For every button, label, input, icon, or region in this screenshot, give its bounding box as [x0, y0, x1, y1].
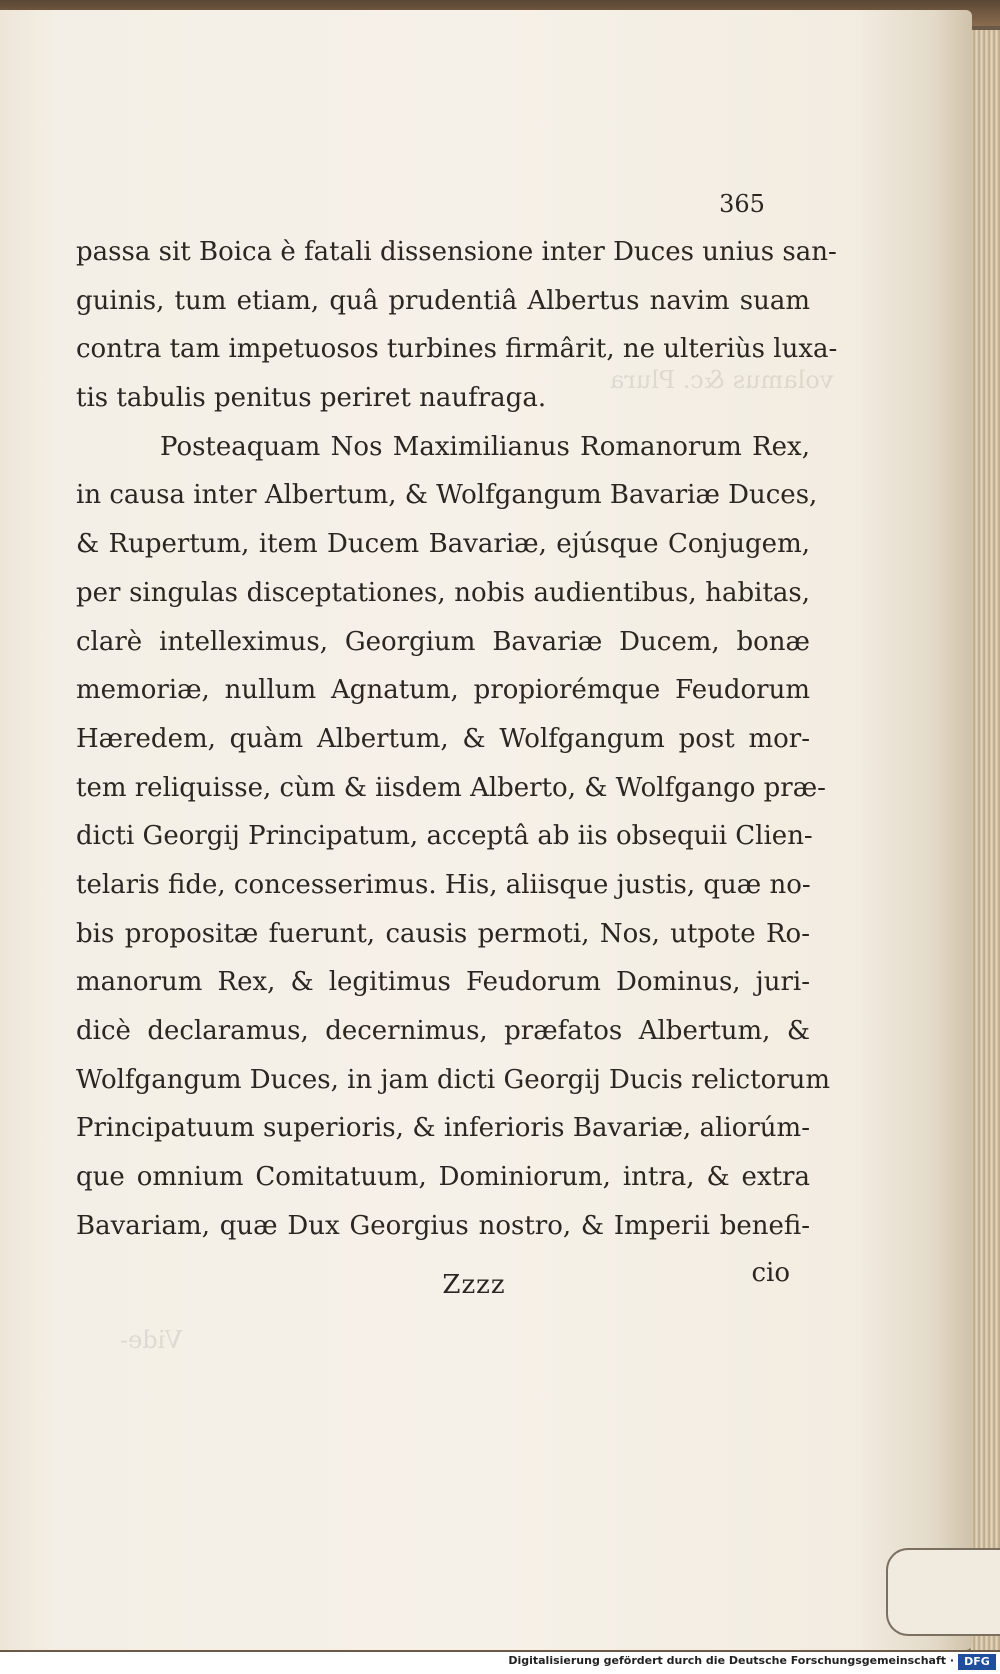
- text-line: dicè declaramus, decernimus, præfatos Albertum, &: [76, 1016, 810, 1046]
- text-line: Bavariam, quæ Dux Georgius nostro, & Imperii benefi-: [76, 1210, 810, 1241]
- dfg-logo-icon: DFG: [958, 1654, 996, 1670]
- body-text: [76, 228, 838, 1250]
- text-line: manorum Rex, & legitimus Feudorum Dominus, juri-: [76, 967, 810, 998]
- text-line: tem reliquisse, cùm & iisdem Alberto, & Wolfgango præ-: [76, 772, 826, 803]
- catchword: cio: [751, 1258, 790, 1288]
- text-line: bis propositæ fuerunt, causis permoti, Nos, utpote Ro-: [76, 918, 810, 949]
- text-line: que omnium Comitatuum, Dominiorum, intra, & extra: [76, 1162, 810, 1193]
- text-line: Hæredem, quàm Albertum, & Wolfgangum post mor-: [76, 723, 810, 754]
- text-line: passa sit Boica è fatali dissensione inter Duces unius san-: [76, 237, 837, 267]
- show-through-mark: Vide-: [120, 1326, 183, 1354]
- text-line: contra tam impetuosos turbines firmârit, ne ulteriùs luxa-: [76, 334, 838, 365]
- page-stack-edges: [970, 30, 1000, 1650]
- text-line: tis tabulis penitus periret naufraga.: [76, 383, 547, 414]
- digitization-banner: [0, 1652, 1000, 1674]
- banner-text: Digitalisierung gefördert durch die Deutsche Forschungsgemeinschaft ·: [508, 1654, 954, 1667]
- text-line: & Rupertum, item Ducem Bavariæ, ejúsque Conjugem,: [76, 529, 810, 560]
- text-line: Wolfgangum Duces, in jam dicti Georgij Ducis relictorum: [76, 1064, 831, 1095]
- text-line: Posteaquam Nos Maximilianus Romanorum Rex,: [160, 431, 810, 462]
- text-line: telaris fide, concesserimus. His, aliisque justis, quæ no-: [76, 869, 811, 900]
- bookmark-ribbon: [886, 1548, 1000, 1636]
- show-through-mark: volamus &c. Plura: [610, 366, 834, 394]
- text-line: Principatuum superioris, & inferioris Bavariæ, aliorúm-: [76, 1113, 810, 1144]
- text-line: in causa inter Albertum, & Wolfgangum Bavariæ Duces,: [76, 480, 818, 511]
- text-line: dicti Georgij Principatum, acceptâ ab iis obsequii Clien-: [76, 821, 813, 852]
- text-line: clarè intelleximus, Georgium Bavariæ Ducem, bonæ: [76, 626, 810, 657]
- page-footer: [76, 1258, 810, 1320]
- text-line: memoriæ, nullum Agnatum, propiorémque Feudorum: [76, 675, 810, 706]
- page-number: 365: [719, 190, 765, 218]
- text-line: guinis, tum etiam, quâ prudentiâ Albertus navim suam: [76, 285, 810, 316]
- text-line: per singulas disceptationes, nobis audientibus, habitas,: [76, 577, 810, 608]
- signature-mark: Zzzz: [442, 1270, 506, 1300]
